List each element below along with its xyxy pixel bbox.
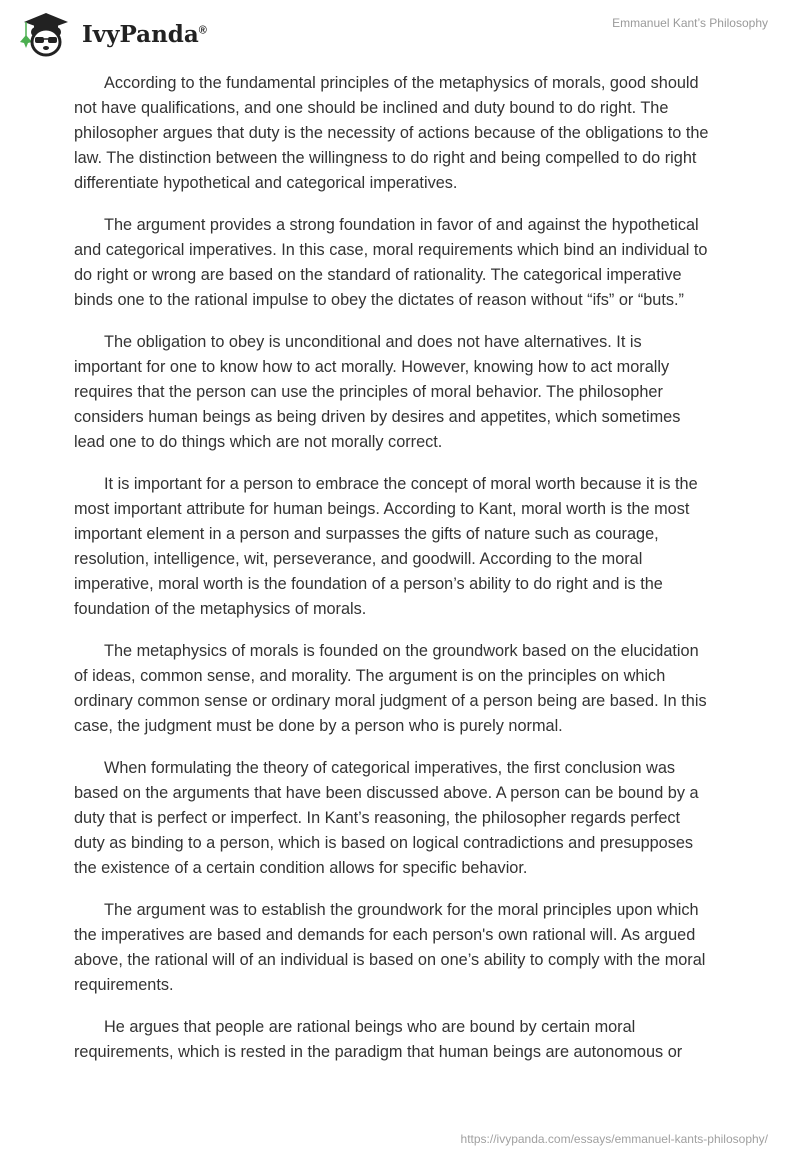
page-url[interactable]: https://ivypanda.com/essays/emmanuel-kants-philosophy/ [460,1132,768,1146]
essay-paragraph [74,1015,734,1065]
brand-name [82,21,207,48]
paragraph-line: and categorical imperatives. In this case, moral requirements which bind an individual to [74,241,708,259]
paragraph-line: He argues that people are rational beings who are bound by certain moral [104,1018,636,1036]
paragraph-line: binds one to the rational impulse to obey the dictates of reason without “ifs” or “buts.” [74,291,684,309]
ivypanda-logo[interactable] [14,10,207,58]
paragraph-line: do right or wrong are based on the standard of rationality. The categorical imperative [74,266,682,284]
paragraph-line: important for one to know how to act morally. However, knowing how to act morally [74,358,670,376]
paragraph-line: The obligation to obey is unconditional and does not have alternatives. It is [104,333,642,351]
paragraph-line: based on the arguments that have been discussed above. A person can be bound by a [74,784,699,802]
essay-paragraph [74,71,734,196]
paragraph-line: above, the rational will of an individual is based on one’s ability to comply with the moral [74,951,706,969]
paragraph-line: considers human beings as being driven by desires and appetites, which sometimes [74,408,681,426]
paragraph-line: not have qualifications, and one should be inclined and duty bound to do right. The [74,99,669,117]
paragraph-line: foundation of the metaphysics of morals. [74,600,367,618]
paragraph-line: imperative, moral worth is the foundation of a person’s ability to do right and is the [74,575,663,593]
paragraph-line: important element in a person and surpasses the gifts of nature such as courage, [74,525,659,543]
paragraph-line: differentiate hypothetical and categorical imperatives. [74,174,458,192]
paragraph-line: philosopher argues that duty is the necessity of actions because of the obligations to the [74,124,709,142]
registered-mark: ® [198,23,207,36]
paragraph-line: requires that the person can use the principles of moral behavior. The philosopher [74,383,663,401]
paragraph-line: requirements, which is rested in the paradigm that human beings are autonomous or [74,1043,683,1061]
paragraph-line: duty that is perfect or imperfect. In Kant’s reasoning, the philosopher regards perfect [74,809,681,827]
paragraph-line: the existence of a certain condition allows for specific behavior. [74,859,528,877]
paragraph-line: ordinary common sense or ordinary moral judgment of a person being are based. In this [74,692,707,710]
paragraph-line: The metaphysics of morals is founded on the groundwork based on the elucidation [104,642,699,660]
paragraph-line: duty as binding to a person, which is based on logical contradictions and presupposes [74,834,694,852]
paragraph-line: According to the fundamental principles of the metaphysics of morals, good should [104,74,699,92]
essay-paragraph [74,898,734,998]
paragraph-line: the imperatives are based and demands for each person's own rational will. As argued [74,926,696,944]
document-title: Emmanuel Kant’s Philosophy [612,16,768,30]
panda-graduate-icon [14,10,76,58]
essay-paragraph [74,756,734,881]
essay-paragraph [74,472,734,622]
paragraph-line: case, the judgment must be done by a person who is purely normal. [74,717,563,735]
paragraph-line: When formulating the theory of categorical imperatives, the first conclusion was [104,759,676,777]
paragraph-line: lead one to do things which are not morally correct. [74,433,443,451]
paragraph-line: It is important for a person to embrace the concept of moral worth because it is the [104,475,698,493]
essay-paragraph [74,330,734,455]
paragraph-line: resolution, intelligence, wit, perseverance, and goodwill. According to the moral [74,550,643,568]
paragraph-line: most important attribute for human beings. According to Kant, moral worth is the most [74,500,690,518]
paragraph-line: law. The distinction between the willingness to do right and being compelled to do right [74,149,697,167]
paragraph-line: The argument was to establish the groundwork for the moral principles upon which [104,901,699,919]
paragraph-line: of ideas, common sense, and morality. The argument is on the principles on which [74,667,666,685]
essay-body [74,71,734,1082]
brand-text: IvyPanda [82,20,199,48]
paragraph-line: requirements. [74,976,174,994]
essay-paragraph [74,639,734,739]
paragraph-line: The argument provides a strong foundation in favor of and against the hypothetical [104,216,699,234]
essay-paragraph [74,213,734,313]
